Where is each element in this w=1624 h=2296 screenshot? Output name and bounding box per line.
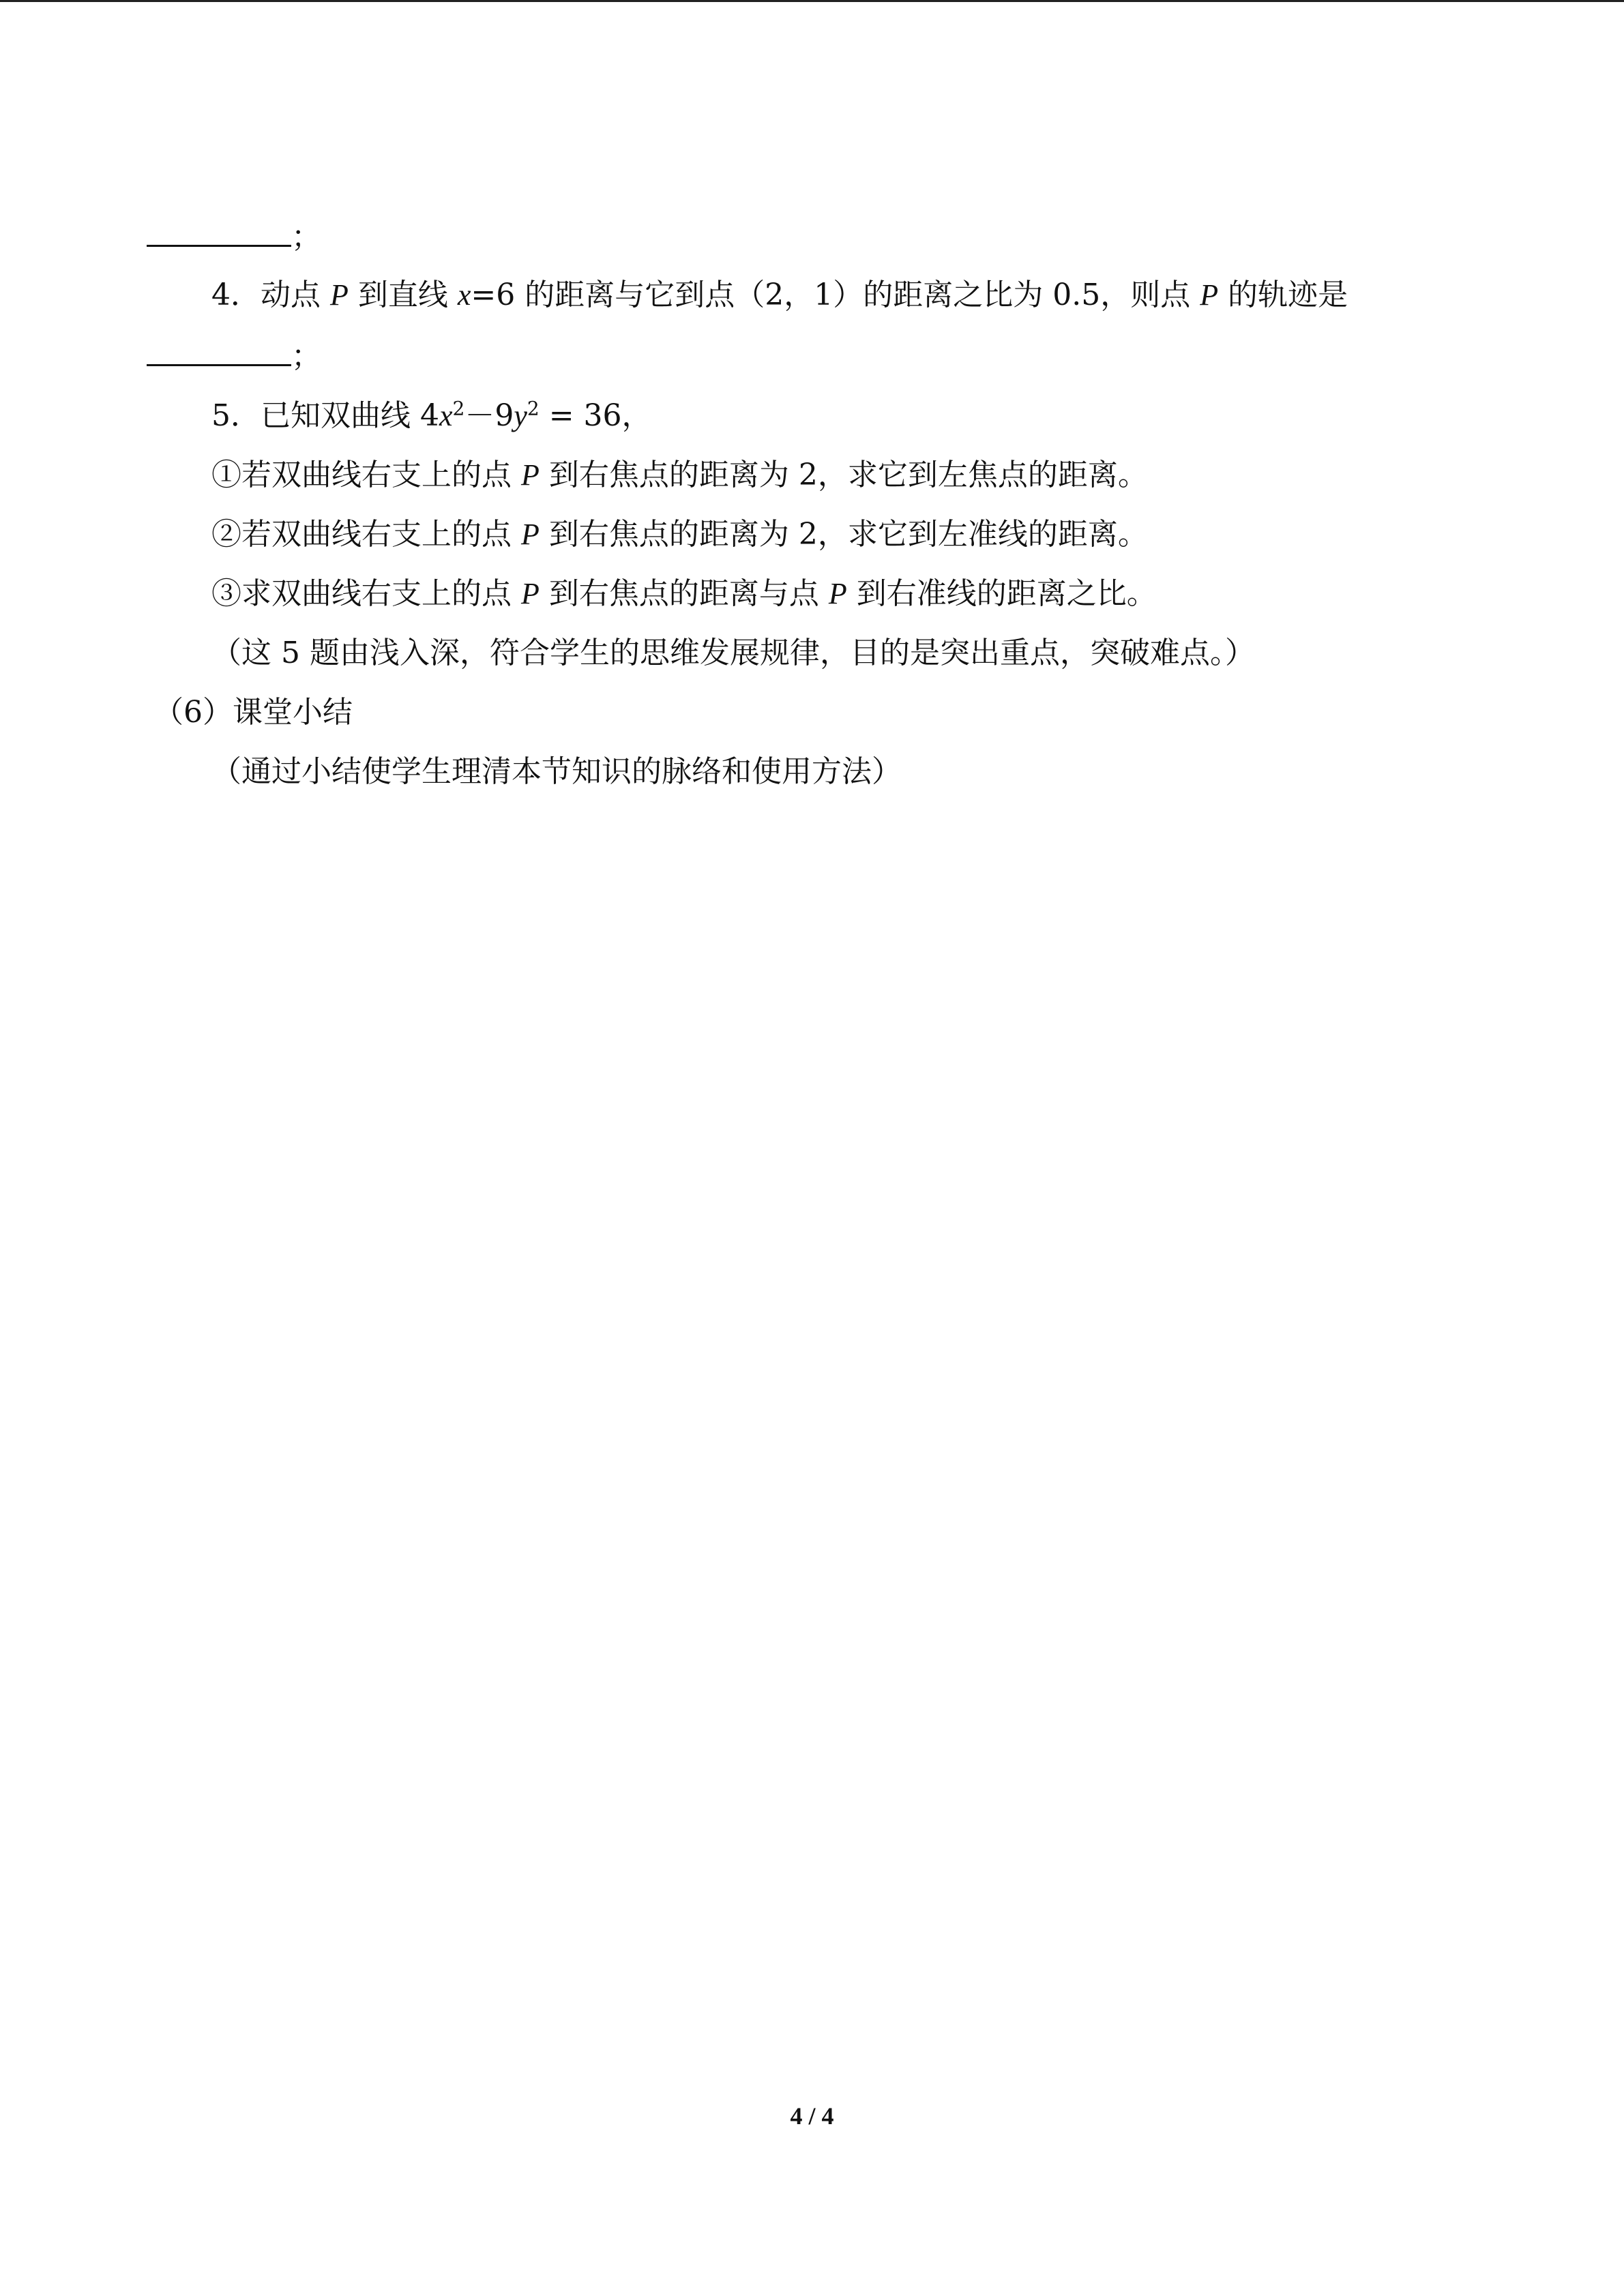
text: = 36， (539, 398, 652, 433)
question-5-part-3 (211, 573, 1157, 614)
answer-blank (147, 334, 291, 366)
text: －9 (464, 398, 514, 433)
exponent: 2 (527, 397, 540, 420)
var-p: P (330, 278, 349, 312)
var-p: P (1200, 278, 1219, 312)
answer-blank-line (147, 215, 321, 258)
exponent: 2 (452, 397, 465, 420)
var-y: y (514, 399, 527, 432)
text: 到右准线的距离之比。 (846, 576, 1157, 611)
answer-blank-line (147, 334, 321, 377)
answer-blank (147, 215, 291, 247)
var-p: P (521, 458, 540, 492)
text: 到右焦点的距离为 2，求它到左焦点的距离。 (539, 458, 1148, 492)
teaching-note: （这 5 题由浅入深，符合学生的思维发展规律，目的是突出重点，突破难点。） (211, 636, 1255, 670)
page-number: 4 / 4 (790, 2102, 834, 2130)
var-p: P (521, 577, 540, 610)
text: 动点 (261, 278, 330, 312)
blank-suffix: ； (291, 339, 321, 374)
question-5-part-2 (211, 514, 1148, 555)
var-p: P (521, 518, 540, 551)
text: =6 的距离与它到点（2，1）的距离之比为 0.5，则点 (471, 278, 1200, 312)
question-number: 5． (211, 398, 261, 433)
text: 已知双曲线 4 (261, 398, 439, 433)
text: ①若双曲线右支上的点 (211, 458, 521, 492)
text: ②若双曲线右支上的点 (211, 517, 521, 552)
var-x: x (457, 278, 471, 312)
text: 到直线 (348, 278, 458, 312)
blank-suffix: ； (291, 220, 321, 254)
var-p: P (828, 577, 847, 610)
question-number: 4． (211, 278, 261, 312)
text: 到右焦点的距离与点 (539, 576, 829, 611)
text: 的轨迹是 (1218, 278, 1348, 312)
question-4 (211, 275, 1348, 316)
text: ③求双曲线右支上的点 (211, 576, 521, 611)
summary-note: （通过小结使学生理清本节知识的脉络和使用方法） (211, 754, 902, 789)
text: 到右焦点的距离为 2，求它到左准线的距离。 (539, 517, 1148, 552)
section-heading: （6）课堂小结 (153, 695, 353, 730)
question-5-part-1 (211, 455, 1148, 496)
page-top-border (0, 0, 1624, 2)
question-5 (211, 396, 652, 436)
var-x: x (439, 399, 453, 432)
